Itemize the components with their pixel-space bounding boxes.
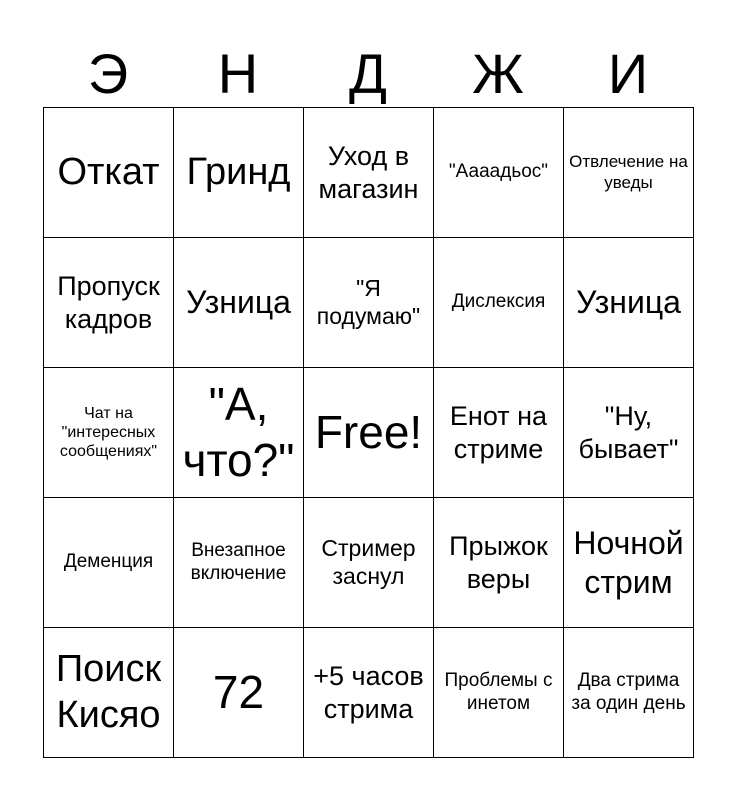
- bingo-cell[interactable]: "Аааадьос": [433, 107, 564, 238]
- bingo-cell[interactable]: Деменция: [43, 497, 174, 628]
- bingo-cell[interactable]: "А, что?": [173, 367, 304, 498]
- bingo-grid: [43, 107, 693, 757]
- bingo-cell[interactable]: Уход в магазин: [303, 107, 434, 238]
- bingo-cell[interactable]: Узница: [563, 237, 694, 368]
- header-letter-4: Ж: [472, 42, 524, 105]
- bingo-cell[interactable]: "Я подумаю": [303, 237, 434, 368]
- bingo-cell[interactable]: Проблемы с инетом: [433, 627, 564, 758]
- header-letter-5: И: [607, 42, 649, 105]
- header-letter-3: Д: [349, 42, 387, 105]
- free-space[interactable]: Free!: [303, 367, 434, 498]
- bingo-cell[interactable]: Два стрима за один день: [563, 627, 694, 758]
- bingo-cell[interactable]: Отвлечение на уведы: [563, 107, 694, 238]
- bingo-cell[interactable]: Узница: [173, 237, 304, 368]
- bingo-cell[interactable]: Ночной стрим: [563, 497, 694, 628]
- header-letter-2: Н: [217, 42, 259, 105]
- bingo-cell[interactable]: Откат: [43, 107, 174, 238]
- bingo-cell[interactable]: Енот на стриме: [433, 367, 564, 498]
- bingo-cell[interactable]: Дислексия: [433, 237, 564, 368]
- bingo-cell[interactable]: Прыжок веры: [433, 497, 564, 628]
- bingo-cell[interactable]: Пропуск кадров: [43, 237, 174, 368]
- bingo-cell[interactable]: 72: [173, 627, 304, 758]
- header-letter-1: Э: [87, 42, 129, 105]
- bingo-cell[interactable]: Внезапное включение: [173, 497, 304, 628]
- bingo-cell[interactable]: Стример заснул: [303, 497, 434, 628]
- bingo-cell[interactable]: Чат на "интересных сообщениях": [43, 367, 174, 498]
- bingo-cell[interactable]: Поиск Кисяо: [43, 627, 174, 758]
- bingo-cell[interactable]: "Ну, бывает": [563, 367, 694, 498]
- bingo-cell[interactable]: +5 часов стрима: [303, 627, 434, 758]
- bingo-cell[interactable]: Гринд: [173, 107, 304, 238]
- bingo-header: [43, 40, 693, 108]
